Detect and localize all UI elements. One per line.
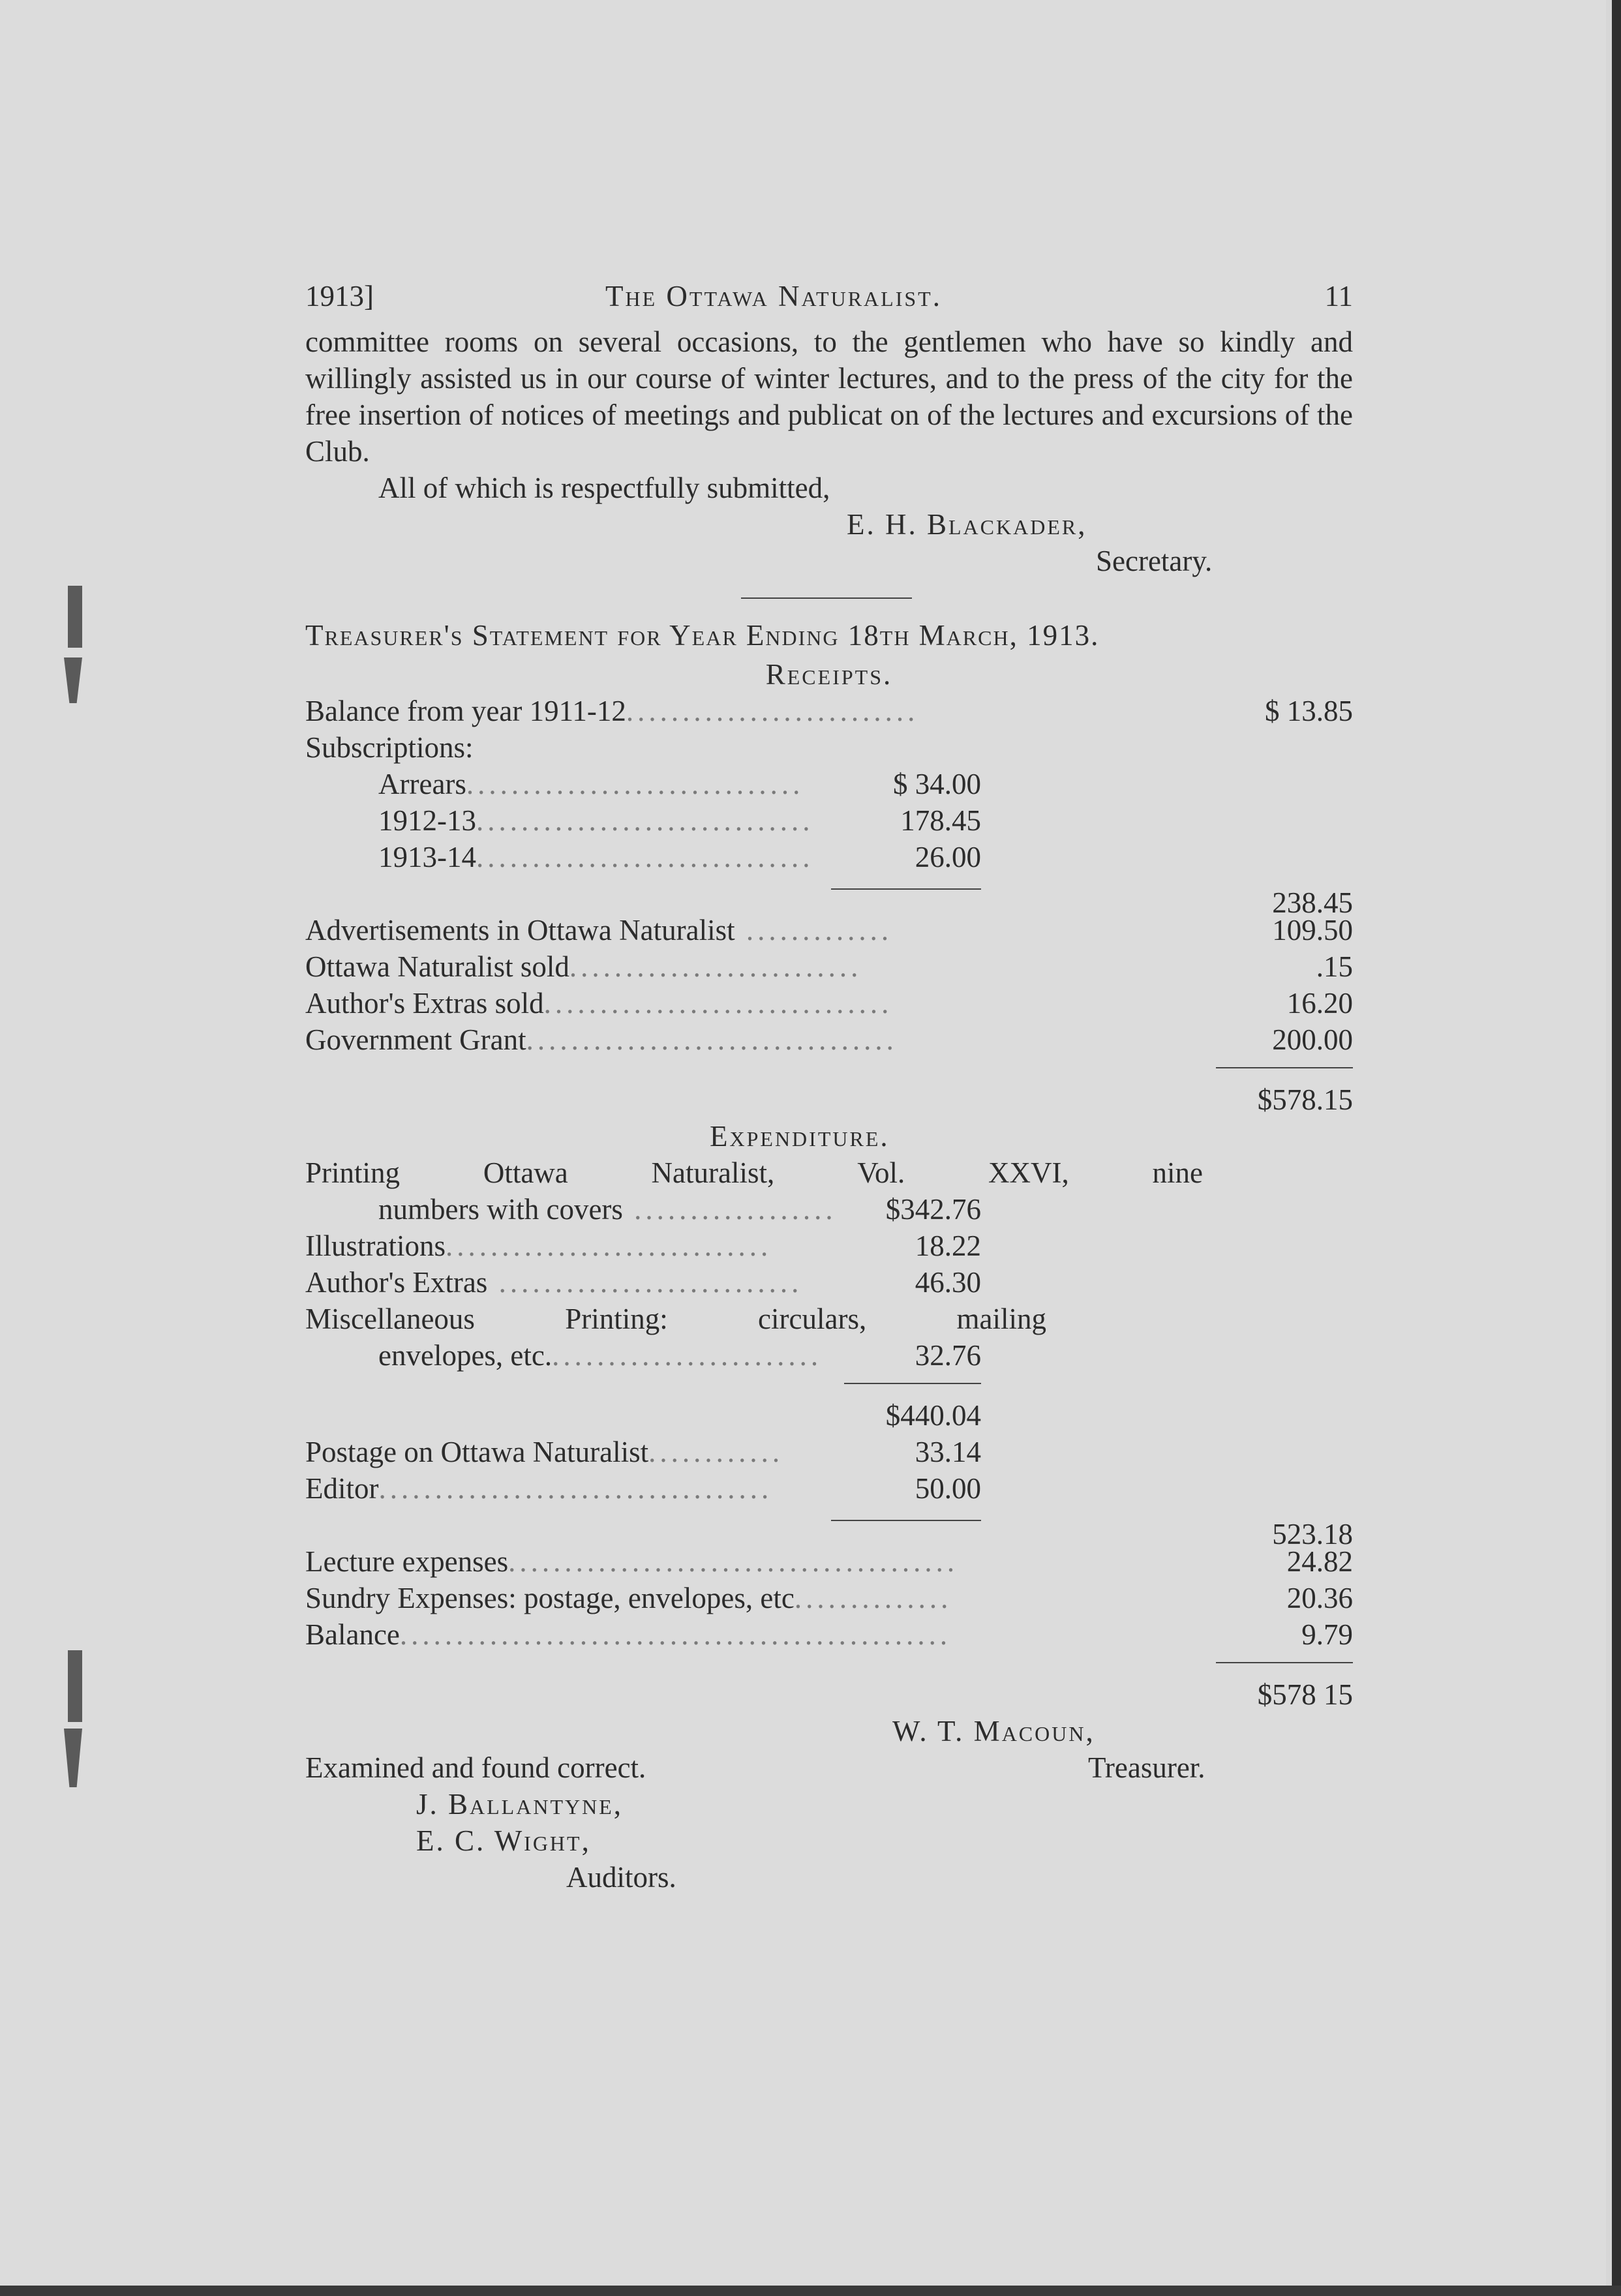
expenditure-item-amount: 50.00 [915, 1472, 981, 1505]
subscriptions-total-row [305, 875, 1353, 919]
expenditure-item-row: Editor................................... 50.00 [305, 1470, 1353, 1507]
receipts-total-row [305, 1058, 1353, 1118]
treasurer-title: Treasurer. [1088, 1751, 1205, 1784]
auditors-title: Auditors. [566, 1861, 676, 1894]
journal-title: The Ottawa Naturalist. [605, 280, 942, 312]
subscription-label: 1912-13 [378, 804, 476, 837]
subtotal-rule [844, 1383, 981, 1384]
subscription-label: Arrears [378, 768, 466, 800]
expenditure-item-label: Illustrations [305, 1230, 446, 1262]
subscription-label: 1913-14 [378, 841, 476, 873]
expenditure-item-label: Editor [305, 1472, 379, 1505]
expenditure-item-amount: 20.36 [1286, 1582, 1353, 1614]
expenditure-item-row: Lecture expenses........................................ 24.82 [305, 1543, 1353, 1580]
receipt-balance-amount: $ 13.85 [1265, 695, 1353, 727]
subscription-row: Arrears.............................. $ 34.00 [305, 766, 1353, 802]
expenditure-subtotal: $440.04 [885, 1399, 981, 1432]
expenditure-item-amount: 33.14 [915, 1436, 981, 1468]
intro-paragraph: committee rooms on several occasions, to the gentlemen who have so kindly and willingly assisted us in our course of winter lectures, and to the press of the city for the free insertion of notices of meetings and publicat on of the lectures and excursions of the Club. [305, 325, 1353, 468]
misc-row: envelopes, etc......................... 32.76 [305, 1337, 1353, 1374]
subtotal-rule [831, 888, 981, 890]
expenditure-item-amount: 46.30 [915, 1266, 981, 1299]
subscriptions-total: 238.45 [1272, 886, 1353, 919]
closing-line: All of which is respectfully submitted, [378, 472, 830, 504]
misc-line-1: Miscellaneous Printing: circulars, mailing [305, 1303, 1046, 1335]
receipt-item-row: Author's Extras sold............................... 16.20 [305, 985, 1353, 1021]
total-rule [1216, 1662, 1353, 1663]
receipt-item-label: Author's Extras sold [305, 987, 544, 1020]
running-header [305, 260, 1353, 324]
auditor-name: J. Ballantyne, [416, 1788, 624, 1820]
receipt-item-row: Advertisements in Ottawa Naturalist ............. 109.50 [305, 912, 1353, 948]
auditor-name: E. C. Wight, [416, 1824, 591, 1857]
printing-amount: $342.76 [885, 1193, 981, 1226]
receipt-item-row: Ottawa Naturalist sold.......................... .15 [305, 948, 1353, 985]
expenditure-item-row: Illustrations............................. 18.22 [305, 1228, 1353, 1264]
receipts-total: $578.15 [1257, 1083, 1353, 1116]
expenditure-item-row: Sundry Expenses: postage, envelopes, etc.............. 20.36 [305, 1580, 1353, 1616]
subscription-amount: $ 34.00 [893, 768, 981, 800]
subscription-amount: 26.00 [915, 841, 981, 873]
expenditure-total-row [305, 1653, 1353, 1713]
binding-clip-mark-bottom [63, 1650, 95, 1794]
page-edge-right [1612, 0, 1621, 2296]
receipt-item-amount: 16.20 [1286, 987, 1353, 1020]
misc-label: envelopes, etc. [378, 1339, 553, 1372]
receipt-item-amount: .15 [1316, 950, 1353, 983]
expenditure-subtotal-row [305, 1374, 1353, 1434]
expenditure-subtotal-2: 523.18 [1272, 1518, 1353, 1550]
page-number: 11 [1324, 280, 1353, 312]
receipt-item-label: Government Grant [305, 1023, 526, 1056]
expenditure-item-amount: 9.79 [1301, 1618, 1353, 1651]
subscription-amount: 178.45 [900, 804, 981, 837]
expenditure-heading: Expenditure. [710, 1120, 890, 1153]
subscription-row: 1912-13.............................. 178.45 [305, 802, 1353, 839]
receipt-item-row: Government Grant................................. 200.00 [305, 1021, 1353, 1058]
expenditure-total: $578 15 [1257, 1678, 1353, 1711]
receipt-item-label: Advertisements in Ottawa Naturalist [305, 914, 735, 946]
examined-row [305, 1749, 1353, 1786]
printing-row: numbers with covers .................. $342.76 [305, 1191, 1353, 1228]
expenditure-item-amount: 24.82 [1286, 1545, 1353, 1578]
expenditure-item-row: Balance................................................. 9.79 [305, 1616, 1353, 1653]
subscription-row: 1913-14.............................. 26.00 [305, 839, 1353, 875]
expenditure-item-label: Postage on Ottawa Naturalist [305, 1436, 649, 1468]
examined-text: Examined and found correct. [305, 1751, 646, 1784]
binding-clip-mark-top [63, 586, 95, 723]
receipts-heading: Receipts. [765, 658, 893, 691]
page-content [305, 260, 1353, 1896]
expenditure-item-row: Author's Extras ........................... 46.30 [305, 1264, 1353, 1301]
page-edge-bottom [0, 2286, 1621, 2296]
expenditure-item-label: Sundry Expenses: postage, envelopes, etc [305, 1582, 795, 1614]
expenditure-subtotal2-row [305, 1507, 1353, 1550]
total-rule [1216, 1067, 1353, 1068]
receipt-balance-row: Balance from year 1911-12.......................... $ 13.85 [305, 693, 1353, 729]
printing-line-1: Printing Ottawa Naturalist, Vol. XXVI, nine [305, 1156, 1203, 1189]
expenditure-item-amount: 18.22 [915, 1230, 981, 1262]
expenditure-item-row: Postage on Ottawa Naturalist............ 33.14 [305, 1434, 1353, 1470]
expenditure-item-label: Lecture expenses [305, 1545, 509, 1578]
secretary-title: Secretary. [1096, 545, 1213, 577]
receipt-item-amount: 109.50 [1272, 914, 1353, 946]
printing-label: numbers with covers [378, 1193, 623, 1226]
expenditure-item-label: Author's Extras [305, 1266, 488, 1299]
receipt-balance-label: Balance from year 1911-12 [305, 695, 626, 727]
subtotal-rule [831, 1520, 981, 1521]
expenditure-item-label: Balance [305, 1618, 400, 1651]
misc-amount: 32.76 [915, 1339, 981, 1372]
statement-title: Treasurer's Statement for Year Ending 18th March, 1913. [305, 619, 1100, 652]
section-divider [305, 579, 1353, 617]
receipt-item-label: Ottawa Naturalist sold [305, 950, 569, 983]
secretary-name: E. H. Blackader, [847, 508, 1087, 541]
treasurer-name: W. T. Macoun, [892, 1715, 1095, 1747]
subscriptions-label: Subscriptions: [305, 731, 474, 764]
header-year: 1913] [305, 280, 374, 312]
receipt-item-amount: 200.00 [1272, 1023, 1353, 1056]
